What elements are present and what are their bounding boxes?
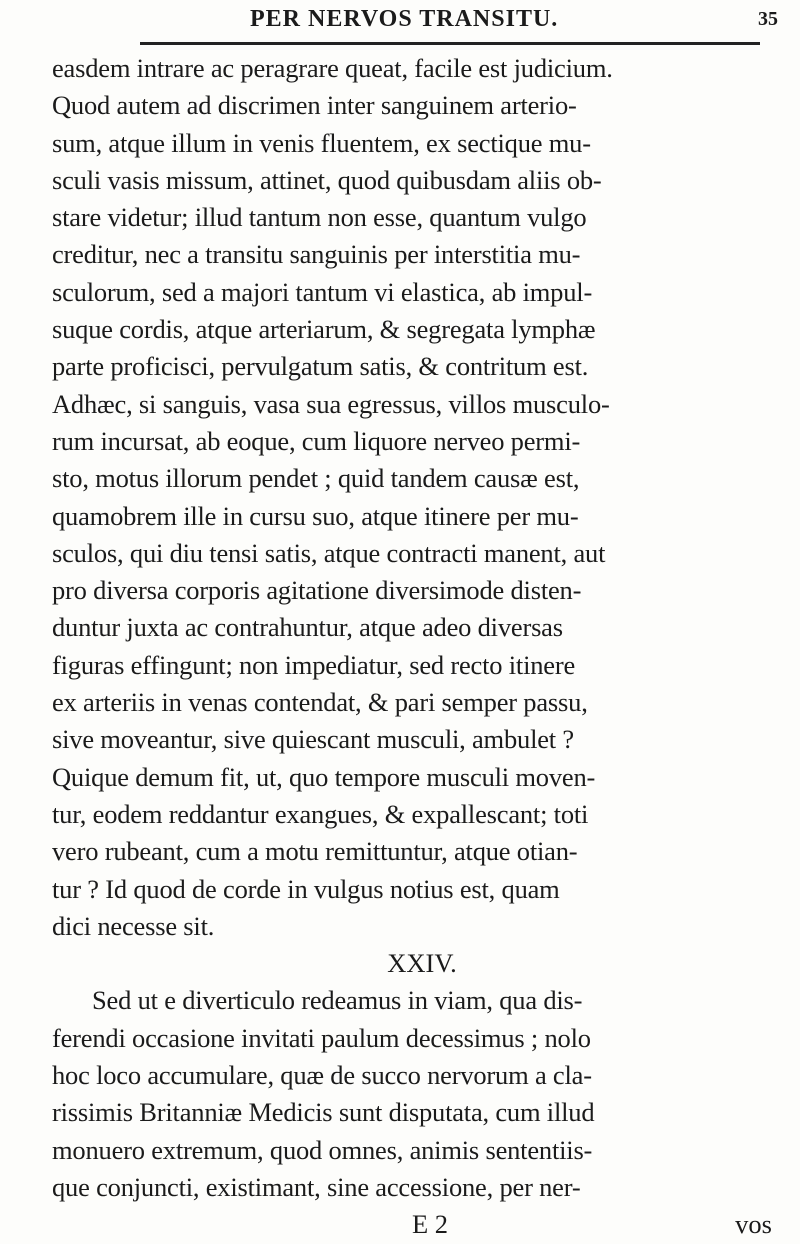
- text-line: stare videtur; illud tantum non esse, quantum vulgo: [52, 202, 587, 233]
- text-line: sum, atque illum in venis fluentem, ex sectique mu-: [52, 127, 591, 158]
- text-line: pro diversa corporis agitatione diversimode disten-: [52, 575, 582, 606]
- text-line: rissimis Britanniæ Medicis sunt disputata, cum illud: [52, 1097, 595, 1128]
- text-line: Quique demum fit, ut, quo tempore musculi moven-: [52, 761, 596, 792]
- text-line: Adhæc, si sanguis, vasa sua egressus, villos musculo-: [52, 388, 610, 419]
- text-line: sculorum, sed a majori tantum vi elastica, ab impul-: [52, 276, 593, 307]
- paragraph-1: [52, 50, 772, 945]
- section-heading: XXIV.: [387, 948, 457, 979]
- running-head: PER NERVOS TRANSITU.: [250, 6, 559, 32]
- text-line: figuras effingunt; non impediatur, sed recto itinere: [52, 649, 576, 680]
- page-number: 35: [758, 8, 778, 30]
- text-line: sculi vasis missum, attinet, quod quibusdam aliis ob-: [52, 164, 602, 195]
- text-line: monuero extremum, quod omnes, animis sententiis-: [52, 1134, 593, 1165]
- text-line: duntur juxta ac contrahuntur, atque adeo diversas: [52, 612, 563, 643]
- text-line: Sed ut e diverticulo redeamus in viam, qua dis-: [92, 985, 583, 1016]
- text-line: sto, motus illorum pendet ; quid tandem causæ est,: [52, 463, 580, 494]
- text-line: sive moveantur, sive quiescant musculi, ambulet ?: [52, 724, 574, 755]
- body-text: [52, 50, 772, 1244]
- text-line: dici necesse sit.: [52, 910, 215, 941]
- text-line: rum incursat, ab eoque, cum liquore nerveo permi-: [52, 425, 581, 456]
- header-rule: [140, 42, 760, 45]
- text-line: ex arteriis in venas contendat, & pari semper passu,: [52, 687, 588, 718]
- text-line: Quod autem ad discrimen inter sanguinem arterio-: [52, 90, 577, 121]
- signature-mark: E 2: [412, 1209, 449, 1240]
- text-line: vero rubeant, cum a motu remittuntur, atque otian-: [52, 836, 578, 867]
- catchword: vos: [735, 1209, 772, 1240]
- text-line: hoc loco accumulare, quæ de succo nervorum a cla-: [52, 1060, 592, 1091]
- text-line: easdem intrare ac peragrare queat, facile est judicium.: [52, 53, 613, 83]
- text-line: creditur, nec a transitu sanguinis per interstitia mu-: [52, 239, 581, 270]
- text-line: quamobrem ille in cursu suo, atque itinere per mu-: [52, 500, 579, 531]
- text-line: ferendi occasione invitati paulum decessimus ; nolo: [52, 1022, 591, 1053]
- page-footer: [52, 1206, 772, 1243]
- text-line: tur, eodem reddantur exangues, & expallescant; toti: [52, 798, 589, 829]
- text-line: parte proficisci, pervulgatum satis, & contritum est.: [52, 351, 589, 382]
- text-line: suque cordis, atque arteriarum, & segregata lymphæ: [52, 314, 596, 345]
- text-line: sculos, qui diu tensi satis, atque contracti manent, aut: [52, 537, 606, 568]
- paragraph-2: [52, 982, 772, 1206]
- text-line: que conjuncti, existimant, sine accessione, per ner-: [52, 1171, 581, 1202]
- text-line: tur ? Id quod de corde in vulgus notius est, quam: [52, 873, 560, 904]
